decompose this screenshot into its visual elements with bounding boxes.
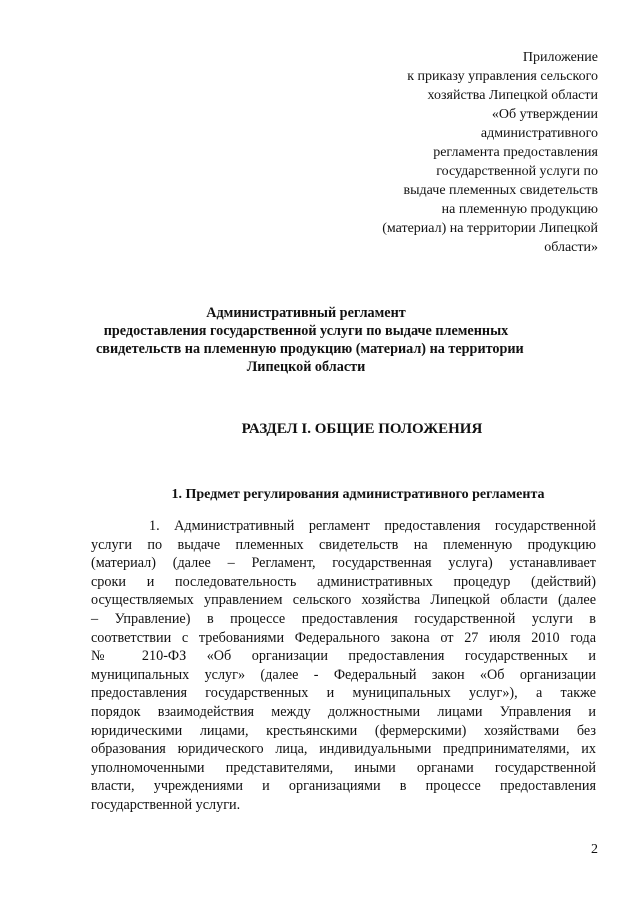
paragraph-line: осуществляемых управлением сельского хозяйства Липецкой области (далее [91,592,596,609]
paragraph-line: – Управление) в процессе предоставления государственной услуги в [91,610,596,627]
appendix-line: области» [544,240,598,255]
paragraph-line: услуги по выдаче племенных свидетельств на племенную продукцию [91,536,596,553]
paragraph-line: порядок взаимодействия между должностными лицами Управления и [91,703,596,720]
appendix-line: на племенную продукцию [441,202,598,217]
document-title-line: предоставления государственной услуги по выдаче племенных [103,323,509,339]
appendix-line: Приложение [522,50,598,65]
paragraph-line: 1. Административный регламент предоставления государственной [149,518,596,534]
paragraph-line: уполномоченными представителями, иными органами государственной [91,759,596,776]
document-title-line: Административный регламент [206,305,406,321]
appendix-line: к приказу управления сельского [407,69,598,84]
appendix-line: выдаче племенных свидетельств [403,183,598,198]
document-title-line: Липецкой области [246,359,366,375]
paragraph-line: сроки и последовательность административных процедур (действий) [91,573,596,590]
paragraph-line: муниципальных услуг» (далее - Федеральный закон «Об организации [91,666,596,683]
paragraph-line: (материал) (далее – Регламент, государственная услуга) устанавливает [91,555,596,572]
page-number: 2 [591,842,598,857]
appendix-line: регламента предоставления [433,145,598,160]
appendix-line: административного [480,126,598,141]
subsection-title: 1. Предмет регулирования административного регламента [171,487,545,502]
appendix-header [382,48,598,257]
section-title: РАЗДЕЛ I. ОБЩИЕ ПОЛОЖЕНИЯ [241,421,483,437]
document-title [96,304,524,376]
paragraph-line: юридическими лицами, крестьянскими (фермерскими) хозяйствами без [91,722,596,739]
document-title-line: свидетельств на племенную продукцию (материал) на территории [96,341,524,357]
paragraph-line: власти, учреждениями и организациями в процессе предоставления [91,778,596,795]
paragraph-line: образования юридического лица, индивидуальными предпринимателями, их [91,741,596,758]
paragraph-line: государственной услуги. [91,796,241,813]
appendix-line: государственной услуги по [436,164,598,179]
appendix-line: хозяйства Липецкой области [427,88,598,103]
body-paragraph [91,517,596,815]
paragraph-line: предоставления государственных и муниципальных услуг»), а также [91,685,596,702]
appendix-line: (материал) на территории Липецкой [382,221,598,236]
appendix-line: «Об утверждении [491,107,598,122]
paragraph-line: № 210-ФЗ «Об организации предоставления государственных и [91,648,596,665]
paragraph-line: соответствии с требованиями Федерального закона от 27 июля 2010 года [91,629,596,646]
